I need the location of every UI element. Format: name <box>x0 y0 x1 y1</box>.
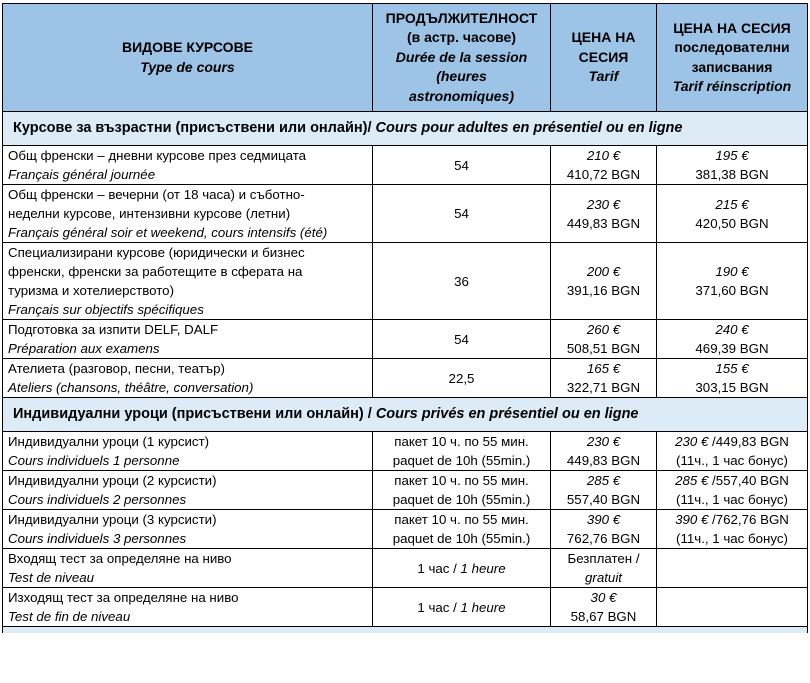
price: 210 € 410,72 BGN <box>551 146 657 185</box>
price: 390 € 762,76 BGN <box>551 510 657 549</box>
course-name: Подготовка за изпити DELF, DALF Préparation aux examens <box>3 320 373 359</box>
course-name: Ателиета (разговор, песни, театър) Ateliers (chansons, théâtre, conversation) <box>3 359 373 398</box>
header-reinscription-price: ЦЕНА НА СЕСИЯ последователни записвания Tarif réinscription <box>657 4 808 112</box>
duration: 1 час / 1 heure <box>373 549 551 588</box>
table-row <box>3 359 808 398</box>
price: Безплатен / gratuit <box>551 549 657 588</box>
price: 285 € 557,40 BGN <box>551 471 657 510</box>
section-adult-courses <box>3 112 808 146</box>
price: 230 € 449,83 BGN <box>551 185 657 243</box>
duration: пакет 10 ч. по 55 мин. paquet de 10h (55min.) <box>373 471 551 510</box>
header-course-type: ВИДОВЕ КУРСОВЕ Type de cours <box>3 4 373 112</box>
table-row <box>3 549 808 588</box>
course-name: Индивидуални уроци (2 курсисти) Cours individuels 2 personnes <box>3 471 373 510</box>
duration: 1 час / 1 heure <box>373 588 551 627</box>
table-row <box>3 320 808 359</box>
section-private-lessons <box>3 398 808 432</box>
reinscription-price: 155 € 303,15 BGN <box>657 359 808 398</box>
course-price-table <box>2 3 808 633</box>
reinscription-price: 190 € 371,60 BGN <box>657 243 808 320</box>
reinscription-price: 390 € /762,76 BGN (11ч., 1 час бонус) <box>657 510 808 549</box>
course-name: Изходящ тест за определяне на ниво Test de fin de niveau <box>3 588 373 627</box>
reinscription-price: 240 € 469,39 BGN <box>657 320 808 359</box>
price: 230 € 449,83 BGN <box>551 432 657 471</box>
table-row <box>3 432 808 471</box>
reinscription-price: 285 € /557,40 BGN (11ч., 1 час бонус) <box>657 471 808 510</box>
reinscription-price-empty <box>657 588 808 627</box>
course-name: Общ френски – дневни курсове през седмицата Français général journée <box>3 146 373 185</box>
table-row <box>3 146 808 185</box>
reinscription-price: 230 € /449,83 BGN (11ч., 1 час бонус) <box>657 432 808 471</box>
duration: 54 <box>373 320 551 359</box>
course-name: Входящ тест за определяне на ниво Test de niveau <box>3 549 373 588</box>
duration: 54 <box>373 146 551 185</box>
duration: 54 <box>373 185 551 243</box>
price: 165 € 322,71 BGN <box>551 359 657 398</box>
next-section-row <box>3 627 808 634</box>
header-price: ЦЕНА НА СЕСИЯ Tarif <box>551 4 657 112</box>
duration: 22,5 <box>373 359 551 398</box>
reinscription-price-empty <box>657 549 808 588</box>
course-name: Общ френски – вечерни (от 18 часа) и съботно- неделни курсове, интензивни курсове (летни) Français général soir et weekend, cours intensifs (été) <box>3 185 373 243</box>
table-row <box>3 185 808 243</box>
header-duration: ПРОДЪЛЖИТЕЛНОСТ (в астр. часове) Durée de la session (heures astronomiques) <box>373 4 551 112</box>
reinscription-price: 215 € 420,50 BGN <box>657 185 808 243</box>
duration: 36 <box>373 243 551 320</box>
section-title: Индивидуални уроци (присъствени или онлайн) / Cours privés en présentiel ou en ligne <box>3 398 808 432</box>
section-title: Курсове за възрастни (присъствени или онлайн)/ Cours pour adultes en présentiel ou en ligne <box>3 112 808 146</box>
price: 30 € 58,67 BGN <box>551 588 657 627</box>
course-name: Индивидуални уроци (1 курсист) Cours individuels 1 personne <box>3 432 373 471</box>
price: 200 € 391,16 BGN <box>551 243 657 320</box>
duration: пакет 10 ч. по 55 мин. paquet de 10h (55min.) <box>373 510 551 549</box>
table-row <box>3 471 808 510</box>
table-row <box>3 243 808 320</box>
reinscription-price: 195 € 381,38 BGN <box>657 146 808 185</box>
table-row <box>3 510 808 549</box>
header-row <box>3 4 808 112</box>
table-row <box>3 588 808 627</box>
course-name: Индивидуални уроци (3 курсисти) Cours individuels 3 personnes <box>3 510 373 549</box>
duration: пакет 10 ч. по 55 мин. paquet de 10h (55min.) <box>373 432 551 471</box>
course-name: Специализирани курсове (юридически и бизнес френски, френски за работещите в сферата на туризма и хотелиерството) Français sur objectifs spécifiques <box>3 243 373 320</box>
price: 260 € 508,51 BGN <box>551 320 657 359</box>
